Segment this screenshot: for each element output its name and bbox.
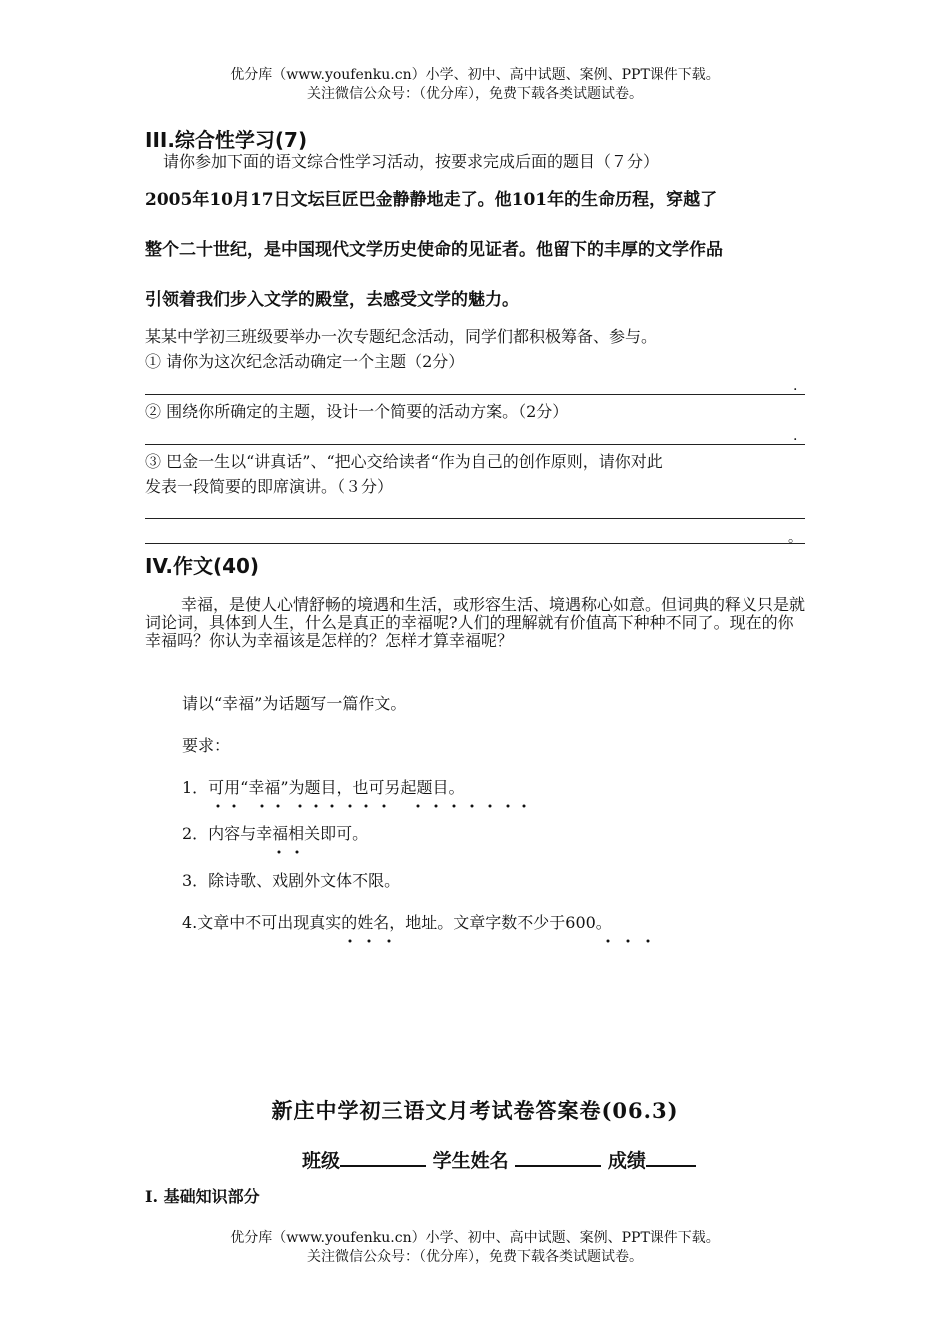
answer-line-3a[interactable] — [145, 518, 805, 519]
activity-context: 某某中学初三班级要举办一次专题纪念活动，同学们都积极筹备、参与。 — [145, 327, 658, 346]
student-name-blank[interactable] — [515, 1147, 601, 1167]
passage-line-3: 引领着我们步入文学的殿堂，去感受文学的魅力。 — [145, 290, 519, 310]
header-line-2: 关注微信公众号：（优分库），免费下载各类试题试卷。 — [307, 86, 643, 102]
footer-line-1: 优分库（www.youfenku.cn）小学、初中、高中试题、案例、PPT课件下载。 — [230, 1230, 720, 1246]
answer-line-3-end: 。 — [788, 530, 802, 546]
emphasis-dots-req4 — [345, 929, 665, 935]
class-blank[interactable] — [340, 1147, 426, 1167]
emphasis-dots-req1 — [216, 794, 536, 800]
question-3-line-2: 发表一段简要的即席演讲。（３分） — [145, 477, 394, 496]
part-1-title: I. 基础知识部分 — [145, 1187, 260, 1206]
essay-prompt: 请以“幸福”为话题写一篇作文。 — [182, 694, 407, 713]
answer-line-2-end: . — [793, 428, 798, 444]
student-name-label: 学生姓名 — [432, 1150, 509, 1172]
answer-line-3b[interactable] — [145, 543, 805, 544]
emphasis-dots-req2-svg — [270, 849, 310, 855]
score-label: 成绩 — [607, 1150, 646, 1172]
answer-line-1[interactable] — [145, 394, 805, 395]
emphasis-dots-req2 — [270, 840, 310, 846]
question-1: ① 请你为这次纪念活动确定一个主题（2分） — [145, 352, 465, 371]
section-3-title: III.综合性学习(7) — [145, 128, 308, 152]
section-4-title: IV.作文(40) — [145, 554, 260, 578]
section-3-intro: 请你参加下面的语文综合性学习活动，按要求完成后面的题目（７分） — [163, 152, 660, 171]
footer-line-2: 关注微信公众号：（优分库），免费下载各类试题试卷。 — [307, 1249, 643, 1265]
answer-sheet-title: 新庄中学初三语文月考试卷答案卷(06.3) — [271, 1098, 679, 1123]
emphasis-dots-req4-svg — [345, 938, 665, 944]
requirement-1: 1．可用“幸福”为题目，也可另起题目。 — [182, 778, 465, 797]
passage-line-1: 2005年10月17日文坛巨匠巴金静静地走了。他101年的生命历程，穿越了 — [145, 190, 718, 210]
question-3-line-1: ③ 巴金一生以“讲真话”、“把心交给读者“作为自己的创作原则，请你对此 — [145, 452, 663, 471]
emphasis-dots-req1-svg — [216, 803, 536, 809]
requirements-label: 要求： — [182, 736, 231, 755]
requirement-2: 2．内容与幸福相关即可。 — [182, 824, 369, 843]
requirement-3: 3．除诗歌、戏剧外文体不限。 — [182, 871, 401, 890]
requirement-4: 4.文章中不可出现真实的姓名，地址。文章字数不少于600。 — [182, 913, 612, 932]
answer-line-2[interactable] — [145, 444, 805, 445]
answer-line-1-end: . — [793, 378, 798, 394]
essay-paragraph: 幸福，是使人心情舒畅的境遇和生活，或形容生活、境遇称心如意。但词典的释义只是就词论词，具体到人生，什么是真正的幸福呢?人们的理解就有价值高下种种不同了。现在的你幸福吗？你认为幸福该是怎样的？怎样才算幸福呢？ — [145, 595, 806, 650]
passage-line-2: 整个二十世纪，是中国现代文学历史使命的见证者。他留下的丰厚的文学作品 — [145, 240, 723, 260]
question-2: ② 围绕你所确定的主题，设计一个简要的活动方案。（2分） — [145, 402, 569, 421]
answer-sheet-info-row — [302, 1146, 696, 1173]
score-blank[interactable] — [646, 1147, 696, 1167]
class-label: 班级 — [302, 1150, 341, 1172]
header-line-1: 优分库（www.youfenku.cn）小学、初中、高中试题、案例、PPT课件下载。 — [230, 67, 720, 83]
